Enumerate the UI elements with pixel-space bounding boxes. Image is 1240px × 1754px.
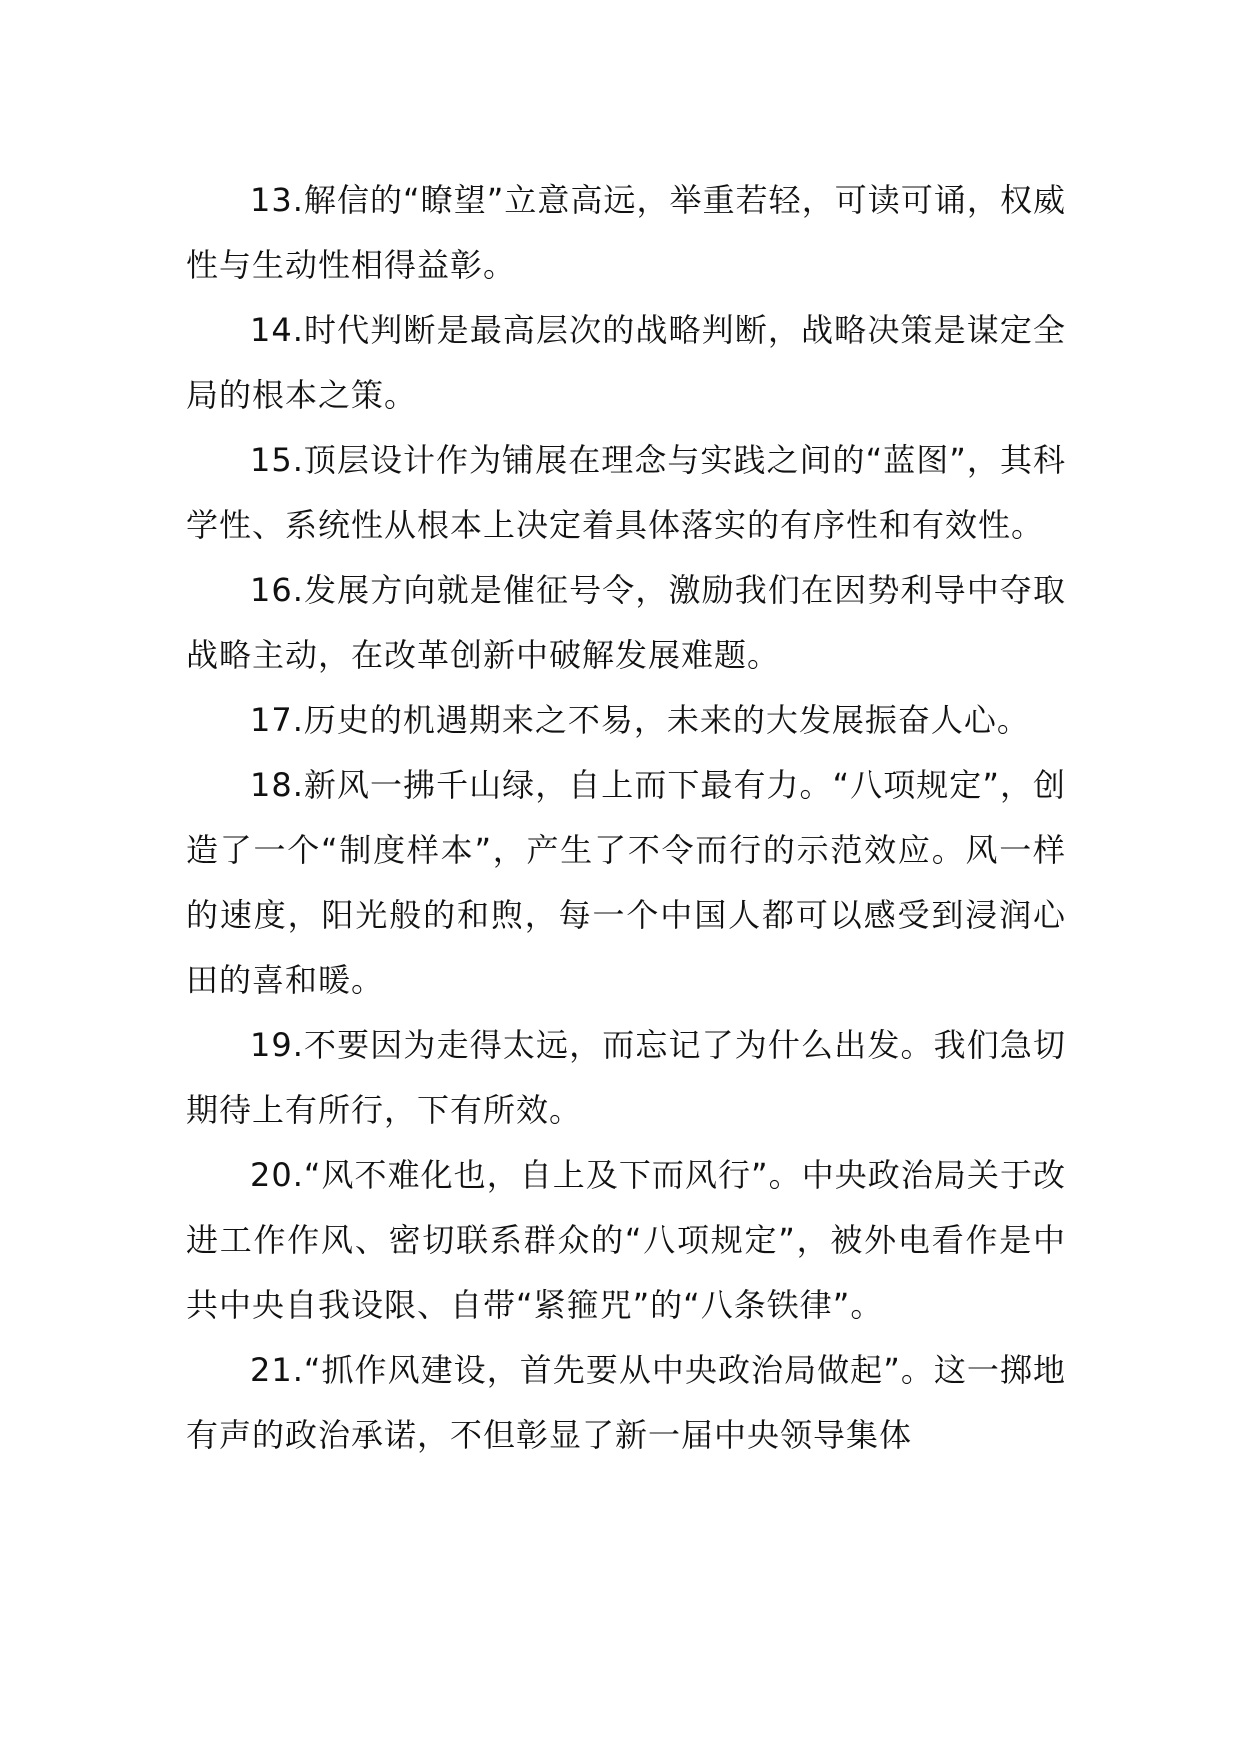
document-body	[186, 168, 1066, 1468]
paragraph-15: 15.顶层设计作为铺展在理念与实践之间的“蓝图”，其科学性、系统性从根本上决定着具体落实的有序性和有效性。	[186, 441, 1066, 544]
paragraph-16: 16.发展方向就是催征号令，激励我们在因势利导中夺取战略主动，在改革创新中破解发展难题。	[186, 571, 1066, 674]
paragraph-13: 13.解信的“瞭望”立意高远，举重若轻，可读可诵，权威性与生动性相得益彰。	[186, 181, 1066, 284]
paragraph-21: 21.“抓作风建设，首先要从中央政治局做起”。这一掷地有声的政治承诺，不但彰显了新一届中央领导集体	[186, 1351, 1066, 1454]
paragraph-18: 18.新风一拂千山绿，自上而下最有力。“八项规定”，创造了一个“制度样本”，产生了不令而行的示范效应。风一样的速度，阳光般的和煦，每一个中国人都可以感受到浸润心田的喜和暖。	[186, 766, 1066, 999]
paragraph-19: 19.不要因为走得太远，而忘记了为什么出发。我们急切期待上有所行，下有所效。	[186, 1026, 1066, 1129]
paragraph-20: 20.“风不难化也，自上及下而风行”。中央政治局关于改进工作作风、密切联系群众的“八项规定”，被外电看作是中共中央自我设限、自带“紧箍咒”的“八条铁律”。	[186, 1156, 1066, 1324]
paragraph-14: 14.时代判断是最高层次的战略判断，战略决策是谋定全局的根本之策。	[186, 311, 1066, 414]
paragraph-17: 17.历史的机遇期来之不易，未来的大发展振奋人心。	[250, 701, 1030, 739]
